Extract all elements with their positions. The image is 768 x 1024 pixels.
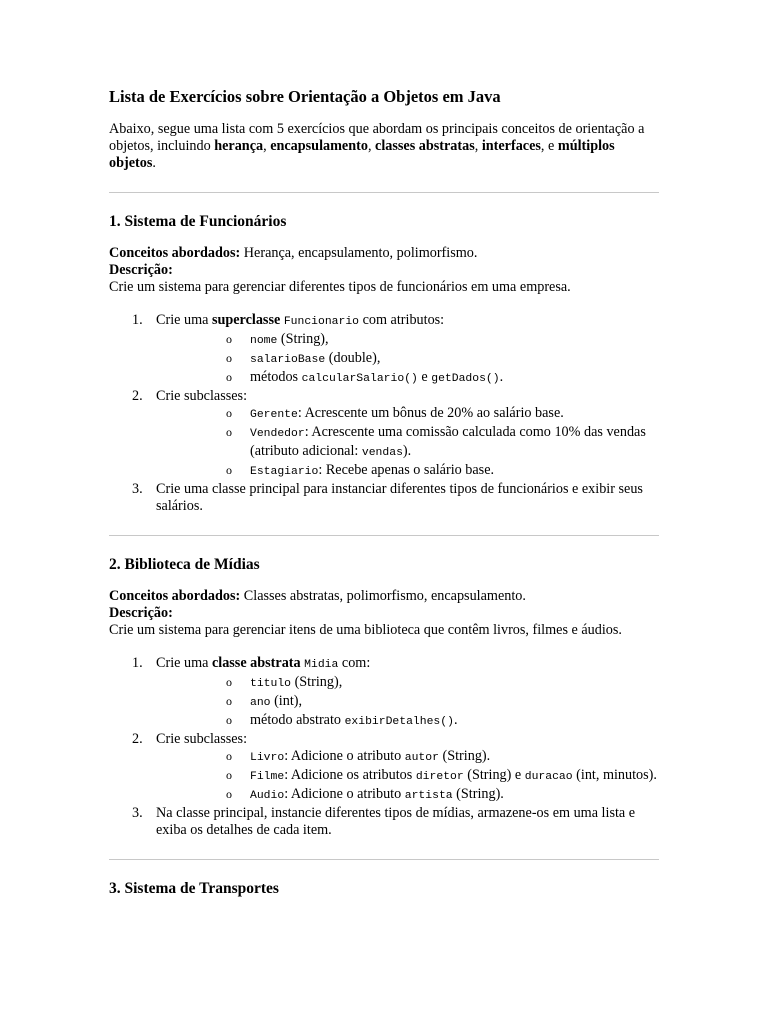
- step-bold: superclasse: [211, 312, 281, 328]
- divider: [109, 535, 659, 536]
- step-text: com atributos:: [359, 312, 445, 328]
- intro-text: Abaixo, segue uma lista com 5 exercícios que abordam os principais conceitos de orientação a objetos, incluindo: [109, 121, 645, 154]
- bullet-icon: o: [226, 406, 232, 420]
- sub-list-item: [156, 712, 659, 731]
- sub-code: Vendedor: [250, 428, 305, 440]
- sub-code: Livro: [250, 752, 285, 764]
- list-number: 3.: [132, 481, 143, 497]
- intro-sep: ,: [263, 138, 271, 154]
- sub-text: : Recebe apenas o salário base.: [318, 462, 495, 478]
- section-title: 3. Sistema de Transportes: [109, 880, 279, 897]
- sub-list-item: [156, 786, 659, 805]
- intro-sep: , e: [540, 138, 558, 154]
- bullet-icon: o: [226, 463, 232, 477]
- description-label: [109, 262, 659, 279]
- sub-text: : Adicione o atributo: [284, 786, 405, 802]
- sub-code: getDados(): [431, 373, 500, 385]
- step-text: Crie subclasses:: [156, 388, 248, 404]
- sub-code: titulo: [250, 678, 292, 690]
- sub-code: Filme: [250, 771, 285, 783]
- intro-end: .: [152, 155, 156, 171]
- sub-code: artista: [404, 790, 453, 802]
- document-title: Lista de Exercícios sobre Orientação a Objetos em Java: [109, 87, 501, 106]
- sub-code: Audio: [250, 790, 285, 802]
- sub-text: : Adicione os atributos: [284, 767, 416, 783]
- description-text: Crie um sistema para gerenciar diferentes tipos de funcionários em uma empresa.: [109, 279, 571, 295]
- sub-text: (int),: [270, 693, 303, 709]
- sub-list-item: [156, 331, 659, 350]
- sub-list: [156, 405, 659, 481]
- sub-code: autor: [404, 752, 439, 764]
- sub-text: (String).: [438, 748, 491, 764]
- intro-bold-classes-abstratas: classes abstratas: [375, 138, 475, 154]
- section-title: 2. Biblioteca de Mídias: [109, 556, 260, 573]
- concepts-text: Classes abstratas, polimorfismo, encapsulamento.: [243, 588, 526, 604]
- step-text: com:: [338, 655, 371, 671]
- steps-list: [109, 312, 659, 515]
- concepts-text: Herança, encapsulamento, polimorfismo.: [243, 245, 478, 261]
- concepts-line: [109, 245, 659, 262]
- sub-code: nome: [250, 335, 278, 347]
- bullet-icon: o: [226, 370, 232, 384]
- intro-bold-heranca: herança: [214, 138, 264, 154]
- intro-bold-multiplos-objetos: múltiplos objetos: [109, 138, 615, 171]
- sub-list-item: [156, 369, 659, 388]
- bullet-icon: o: [226, 675, 232, 689]
- section-2: [109, 555, 659, 839]
- bullet-icon: o: [226, 749, 232, 763]
- sub-text: método abstrato: [250, 712, 345, 728]
- sub-text: (String).: [452, 786, 504, 802]
- bullet-icon: o: [226, 332, 232, 346]
- step-text: Na classe principal, instancie diferentes tipos de mídias, armazene-os em uma lista e exiba os detalhes de cada item.: [156, 805, 636, 838]
- sub-text: .: [499, 369, 504, 385]
- intro-paragraph: [109, 121, 659, 172]
- concepts-line: [109, 588, 659, 605]
- section-3: [109, 879, 659, 899]
- sub-list-item: [156, 350, 659, 369]
- sub-text: (double),: [325, 350, 381, 366]
- step-code: Funcionario: [283, 316, 360, 328]
- sub-list-item: [156, 462, 659, 481]
- description-label-text: Descrição:: [109, 262, 173, 278]
- sub-list-item: [156, 748, 659, 767]
- sub-code: diretor: [415, 771, 464, 783]
- description-label-text: Descrição:: [109, 605, 173, 621]
- list-item: [109, 655, 659, 731]
- sub-code: vendas: [361, 447, 403, 459]
- steps-list: [109, 655, 659, 839]
- bullet-icon: o: [226, 787, 232, 801]
- bullet-icon: o: [226, 768, 232, 782]
- sub-text: (String),: [291, 674, 343, 690]
- list-item: [109, 312, 659, 388]
- concepts-label: Conceitos abordados:: [109, 245, 241, 261]
- concepts-label: Conceitos abordados:: [109, 588, 241, 604]
- sub-code: duracao: [524, 771, 573, 783]
- section-title: 1. Sistema de Funcionários: [109, 213, 287, 230]
- step-code: Midia: [304, 659, 339, 671]
- description-label: [109, 605, 659, 622]
- intro-sep: ,: [474, 138, 482, 154]
- list-number: 3.: [132, 805, 143, 821]
- section-1: [109, 212, 659, 515]
- description-text: Crie um sistema para gerenciar itens de uma biblioteca que contêm livros, filmes e áudios.: [109, 622, 622, 638]
- sub-list: [156, 748, 659, 805]
- step-text: Crie uma: [156, 655, 212, 671]
- list-number: 2.: [132, 388, 143, 404]
- sub-code: calcularSalario(): [301, 373, 418, 385]
- sub-list-item: [156, 693, 659, 712]
- bullet-icon: o: [226, 351, 232, 365]
- sub-list-item: [156, 674, 659, 693]
- step-text: Crie uma classe principal para instanciar diferentes tipos de funcionários e exibir seus salários.: [156, 481, 643, 514]
- sub-text: : Acrescente uma comissão calculada como 10% das vendas (atributo adicional:: [250, 424, 646, 459]
- sub-text: (String) e: [463, 767, 525, 783]
- sub-code: Estagiario: [250, 466, 319, 478]
- sub-code: exibirDetalhes(): [344, 716, 454, 728]
- sub-text: (String),: [277, 331, 329, 347]
- intro-sep: ,: [367, 138, 376, 154]
- sub-text: e: [417, 369, 432, 385]
- list-number: 1.: [132, 312, 143, 328]
- step-text: Crie uma: [156, 312, 212, 328]
- sub-list: [156, 331, 659, 388]
- sub-list-item: [156, 424, 659, 462]
- sub-code: Gerente: [250, 409, 298, 421]
- bullet-icon: o: [226, 713, 232, 727]
- sub-text: : Acrescente um bônus de 20% ao salário base.: [297, 405, 564, 421]
- step-bold: classe abstrata: [211, 655, 301, 671]
- sub-text: métodos: [250, 369, 302, 385]
- sub-list-item: [156, 767, 659, 786]
- list-item: [109, 731, 659, 805]
- sub-text: : Adicione o atributo: [284, 748, 405, 764]
- document-content: [109, 87, 659, 899]
- sub-list: [156, 674, 659, 731]
- sub-text: .: [453, 712, 458, 728]
- divider: [109, 192, 659, 193]
- list-number: 1.: [132, 655, 143, 671]
- bullet-icon: o: [226, 694, 232, 708]
- sub-text: ).: [402, 443, 412, 459]
- sub-code: ano: [250, 697, 271, 709]
- list-item: [109, 805, 659, 839]
- list-item: [109, 481, 659, 515]
- sub-text: (int, minutos).: [572, 767, 657, 783]
- step-text: Crie subclasses:: [156, 731, 248, 747]
- sub-code: salarioBase: [250, 354, 326, 366]
- divider: [109, 859, 659, 860]
- list-item: [109, 388, 659, 481]
- list-number: 2.: [132, 731, 143, 747]
- bullet-icon: o: [226, 425, 232, 439]
- sub-list-item: [156, 405, 659, 424]
- intro-bold-encapsulamento: encapsulamento: [270, 138, 368, 154]
- intro-bold-interfaces: interfaces: [481, 138, 541, 154]
